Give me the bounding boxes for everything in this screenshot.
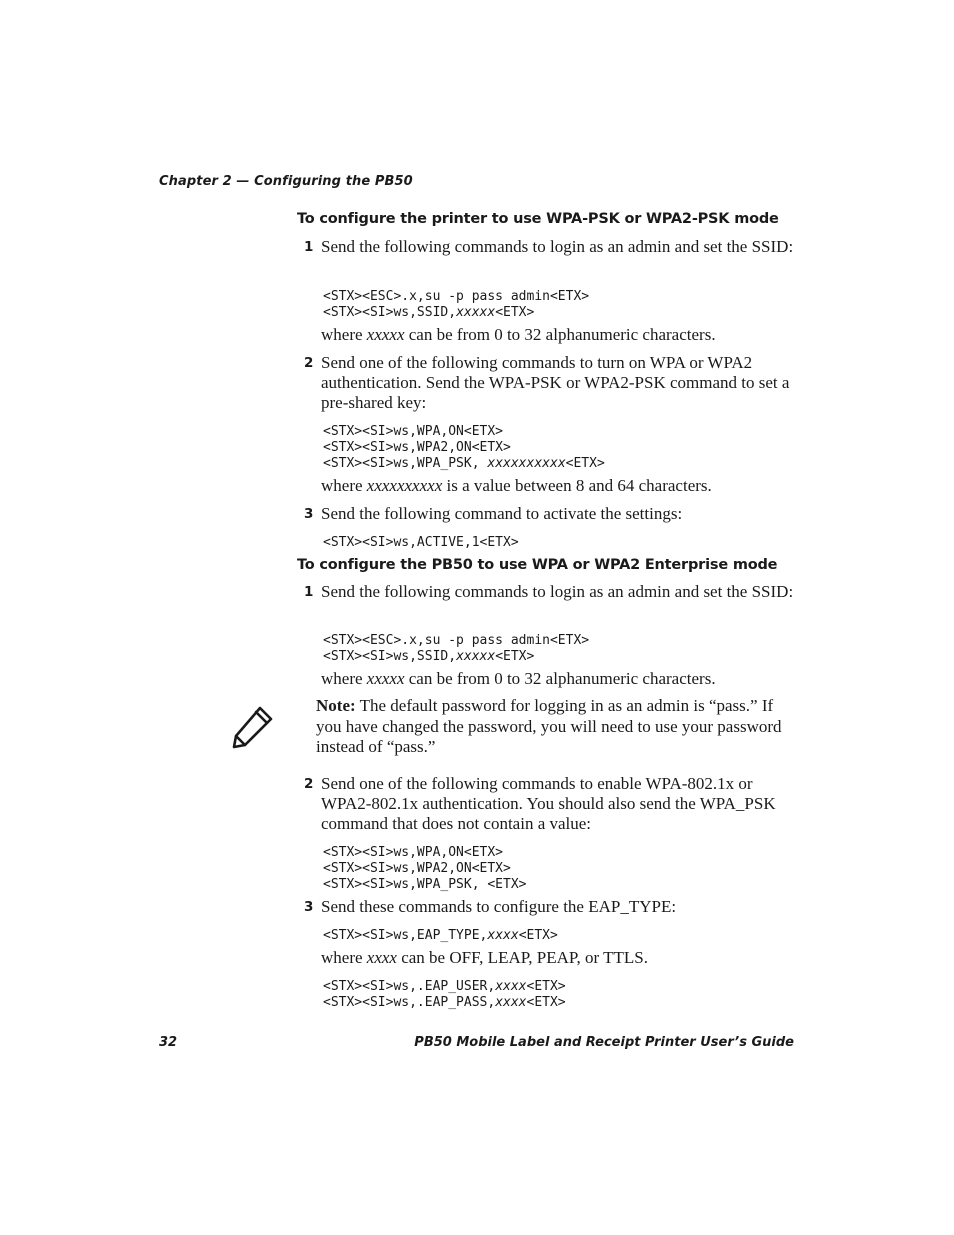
code-line: <STX><SI>ws,WPA,ON<ETX> bbox=[323, 845, 504, 860]
pencil-icon bbox=[230, 704, 276, 750]
chapter-header: Chapter 2 — Configuring the PB50 bbox=[159, 174, 413, 189]
where-text: where xxxxx can be from 0 to 32 alphanumeric characters. bbox=[321, 669, 716, 688]
note-label: Note: bbox=[316, 696, 356, 715]
code-line: <STX><SI>ws,SSID,xxxxx<ETX> bbox=[323, 649, 535, 664]
step-number: 2 bbox=[304, 355, 314, 371]
code-block bbox=[323, 845, 527, 893]
code-block bbox=[323, 928, 558, 944]
step-text: Send the following commands to login as an admin and set the SSID: bbox=[321, 237, 794, 256]
code-block bbox=[323, 979, 566, 1011]
book-title: PB50 Mobile Label and Receipt Printer User’s Guide bbox=[414, 1035, 794, 1050]
step-number: 1 bbox=[304, 584, 314, 600]
code-line: <STX><ESC>.x,su -p pass admin<ETX> bbox=[323, 633, 590, 648]
code-line: <STX><SI>ws,WPA_PSK, xxxxxxxxxx<ETX> bbox=[323, 456, 605, 471]
code-line: <STX><SI>ws,EAP_TYPE,xxxx<ETX> bbox=[323, 928, 558, 943]
code-line: <STX><SI>ws,WPA,ON<ETX> bbox=[323, 424, 504, 439]
code-line: <STX><SI>ws,ACTIVE,1<ETX> bbox=[323, 535, 519, 550]
page-number: 32 bbox=[159, 1035, 178, 1050]
where-text: where xxxxxxxxxx is a value between 8 and 64 characters. bbox=[321, 476, 712, 495]
where-text: where xxxxx can be from 0 to 32 alphanumeric characters. bbox=[321, 325, 716, 344]
section-heading-enterprise: To configure the PB50 to use WPA or WPA2 Enterprise mode bbox=[297, 557, 778, 573]
code-block bbox=[323, 633, 589, 665]
step-text: Send the following commands to login as an admin and set the SSID: bbox=[321, 582, 794, 601]
code-line: <STX><ESC>.x,su -p pass admin<ETX> bbox=[323, 289, 590, 304]
where-text: where xxxx can be OFF, LEAP, PEAP, or TTLS. bbox=[321, 948, 648, 967]
code-line: <STX><SI>ws,.EAP_PASS,xxxx<ETX> bbox=[323, 995, 566, 1010]
code-line: <STX><SI>ws,WPA2,ON<ETX> bbox=[323, 861, 511, 876]
step-text: Send one of the following commands to enable WPA-802.1x or WPA2-802.1x authentication. You should also send the WPA_PSK command that does not contain a value: bbox=[321, 774, 776, 833]
step-text: Send one of the following commands to turn on WPA or WPA2 authentication. Send the WPA-PSK or WPA2-PSK command to set a pre-shared key: bbox=[321, 353, 790, 412]
step-number: 3 bbox=[304, 899, 314, 915]
code-line: <STX><SI>ws,WPA_PSK, <ETX> bbox=[323, 877, 527, 892]
step-number: 3 bbox=[304, 506, 314, 522]
step-number: 2 bbox=[304, 776, 314, 792]
section-heading-psk: To configure the printer to use WPA-PSK or WPA2-PSK mode bbox=[297, 211, 779, 227]
step-text: Send these commands to configure the EAP_TYPE: bbox=[321, 897, 677, 916]
code-block bbox=[323, 424, 605, 472]
code-block bbox=[323, 289, 589, 321]
step-number: 1 bbox=[304, 239, 314, 255]
code-line: <STX><SI>ws,.EAP_USER,xxxx<ETX> bbox=[323, 979, 566, 994]
note-text: Note: The default password for logging in as an admin is “pass.” If you have changed the password, you will need to use your password instead of “pass.” bbox=[316, 696, 782, 756]
step-text: Send the following command to activate the settings: bbox=[321, 504, 683, 523]
code-line: <STX><SI>ws,WPA2,ON<ETX> bbox=[323, 440, 511, 455]
code-line: <STX><SI>ws,SSID,xxxxx<ETX> bbox=[323, 305, 535, 320]
code-block bbox=[323, 535, 519, 551]
